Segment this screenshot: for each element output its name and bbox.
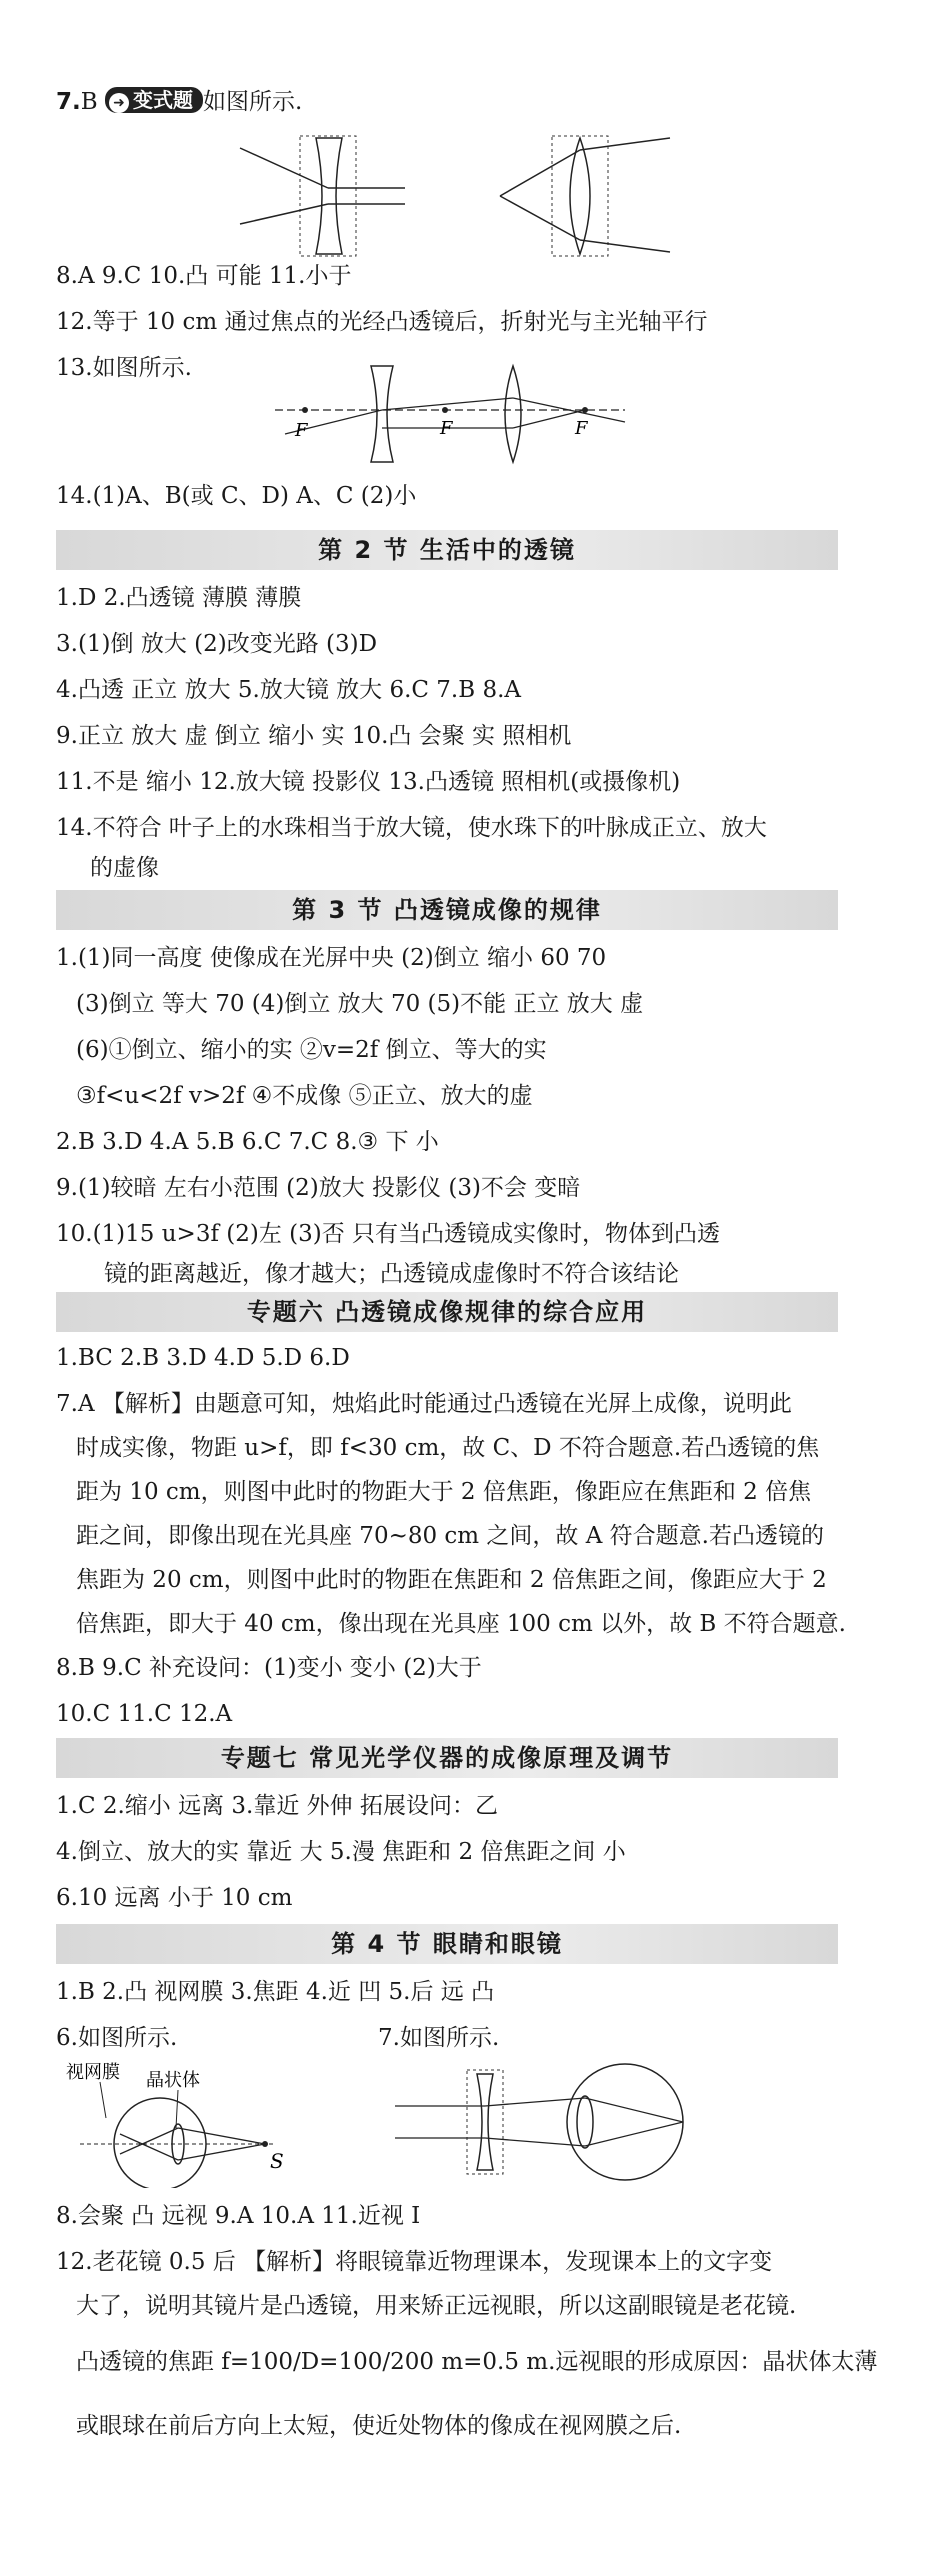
s3-line: 10.(1)15 u>3f (2)左 (3)否 只有当凸透镜成实像时，物体到凸透 [56,1221,721,1247]
s2-line: 14.不符合 叶子上的水珠相当于放大镜，使水珠下的叶脉成正立、放大 [56,815,767,841]
s4b-line: 或眼球在前后方向上太短，使近处物体的像成在视网膜之后. [76,2413,682,2439]
s6-line: 焦距为 20 cm，则图中此时的物距在焦距和 2 倍焦距之间，像距应大于 2 [76,1567,827,1593]
s2-line: 9.正立 放大 虚 倒立 缩小 实 10.凸 会聚 实 照相机 [56,723,572,749]
answer-q13: 13.如图所示. [56,355,192,381]
s6-line: 倍焦距，即大于 40 cm，像出现在光具座 100 cm 以外，故 B 不符合题意. [76,1611,846,1637]
s3-line: (3)倒立 等大 70 (4)倒立 放大 70 (5)不能 正立 放大 虚 [76,991,644,1017]
s4-line: 1.B 2.凸 视网膜 3.焦距 4.近 凹 5.后 远 凸 [56,1979,495,2005]
s3-line: 2.B 3.D 4.A 5.B 6.C 7.C 8.③ 下 小 [56,1129,439,1155]
s4b-line: 12.老花镜 0.5 后 【解析】将眼镜靠近物理课本，发现课本上的文字变 [56,2249,773,2275]
s6-line: 10.C 11.C 12.A [56,1701,233,1727]
focal-label-3: F [575,418,588,439]
q13-lens-figure [275,362,635,472]
section-header-2: 第 2 节 生活中的透镜 [56,530,838,570]
answer-q12: 12.等于 10 cm 通过焦点的光经凸透镜后，折射光与主光轴平行 [56,309,708,335]
s2-line: 的虚像 [90,855,159,881]
s2-line: 11.不是 缩小 12.放大镜 投影仪 13.凸透镜 照相机(或摄像机) [56,769,681,795]
q6-eye-figure [60,2058,300,2188]
section-header-4: 第 4 节 眼睛和眼镜 [56,1924,838,1964]
arrow-icon: ➜ [109,93,129,113]
s7-line: 4.倒立、放大的实 靠近 大 5.漫 焦距和 2 倍焦距之间 小 [56,1839,626,1865]
section-header-3: 第 3 节 凸透镜成像的规律 [56,890,838,930]
answer-q7: 7.如图所示. [378,2025,500,2051]
focal-label-2: F [440,418,453,439]
s2-line: 4.凸透 正立 放大 5.放大镜 放大 6.C 7.B 8.A [56,677,522,703]
s3-line: 镜的距离越近，像才越大；凸透镜成虚像时不符合该结论 [104,1261,679,1287]
answer-q8-11: 8.A 9.C 10.凸 可能 11.小于 [56,263,352,289]
s4b-line: 大了，说明其镜片是凸透镜，用来矫正远视眼，所以这副眼镜是老花镜. [76,2293,797,2319]
s7-line: 6.10 远离 小于 10 cm [56,1885,293,1911]
focal-label-1: F [295,420,308,441]
s7-line: 1.C 2.缩小 远离 3.靠近 外伸 拓展设问：乙 [56,1793,498,1819]
s6-line: 7.A 【解析】由题意可知，烛焰此时能通过凸透镜在光屏上成像，说明此 [56,1391,792,1417]
s4b-line: 8.会聚 凸 远视 9.A 10.A 11.近视 Ⅰ [56,2203,421,2229]
q7-eye-figure [385,2060,715,2190]
s6-line: 8.B 9.C 补充设问：(1)变小 变小 (2)大于 [56,1655,482,1681]
variant-question-badge: ➜ 变式题 [105,87,203,113]
s2-line: 3.(1)倒 放大 (2)改变光路 (3)D [56,631,378,657]
s3-line: 1.(1)同一高度 使像成在光屏中央 (2)倒立 缩小 60 70 [56,945,607,971]
answer-q6: 6.如图所示. [56,2025,178,2051]
s6-line: 1.BC 2.B 3.D 4.D 5.D 6.D [56,1345,350,1371]
lens-label: 晶状体 [146,2070,200,2091]
s2-line: 1.D 2.凸透镜 薄膜 薄膜 [56,585,302,611]
s6-line: 距之间，即像出现在光具座 70~80 cm 之间，故 A 符合题意.若凸透镜的 [76,1523,824,1549]
source-label: S [270,2149,284,2173]
q7-lens-figure [230,128,680,258]
retina-label: 视网膜 [66,2062,120,2083]
s6-line: 距为 10 cm，则图中此时的物距大于 2 倍焦距，像距应在焦距和 2 倍焦 [76,1479,812,1505]
s3-line: (6)①倒立、缩小的实 ②v=2f 倒立、等大的实 [76,1037,547,1063]
section-header-topic-6: 专题六 凸透镜成像规律的综合应用 [56,1292,838,1332]
answer-q7: 7.B ➜ 变式题 如图所示. [56,88,303,115]
answer-q14: 14.(1)A、B(或 C、D) A、C (2)小 [56,483,417,509]
section-header-topic-7: 专题七 常见光学仪器的成像原理及调节 [56,1738,838,1778]
s3-line: ③f<u<2f v>2f ④不成像 ⑤正立、放大的虚 [76,1083,533,1109]
s6-line: 时成实像，物距 u>f，即 f<30 cm，故 C、D 不符合题意.若凸透镜的焦 [76,1435,820,1461]
s4b-line: 凸透镜的焦距 f=100/D=100/200 m=0.5 m.远视眼的形成原因：晶状体太薄 [76,2349,878,2375]
s3-line: 9.(1)较暗 左右小范围 (2)放大 投影仪 (3)不会 变暗 [56,1175,581,1201]
